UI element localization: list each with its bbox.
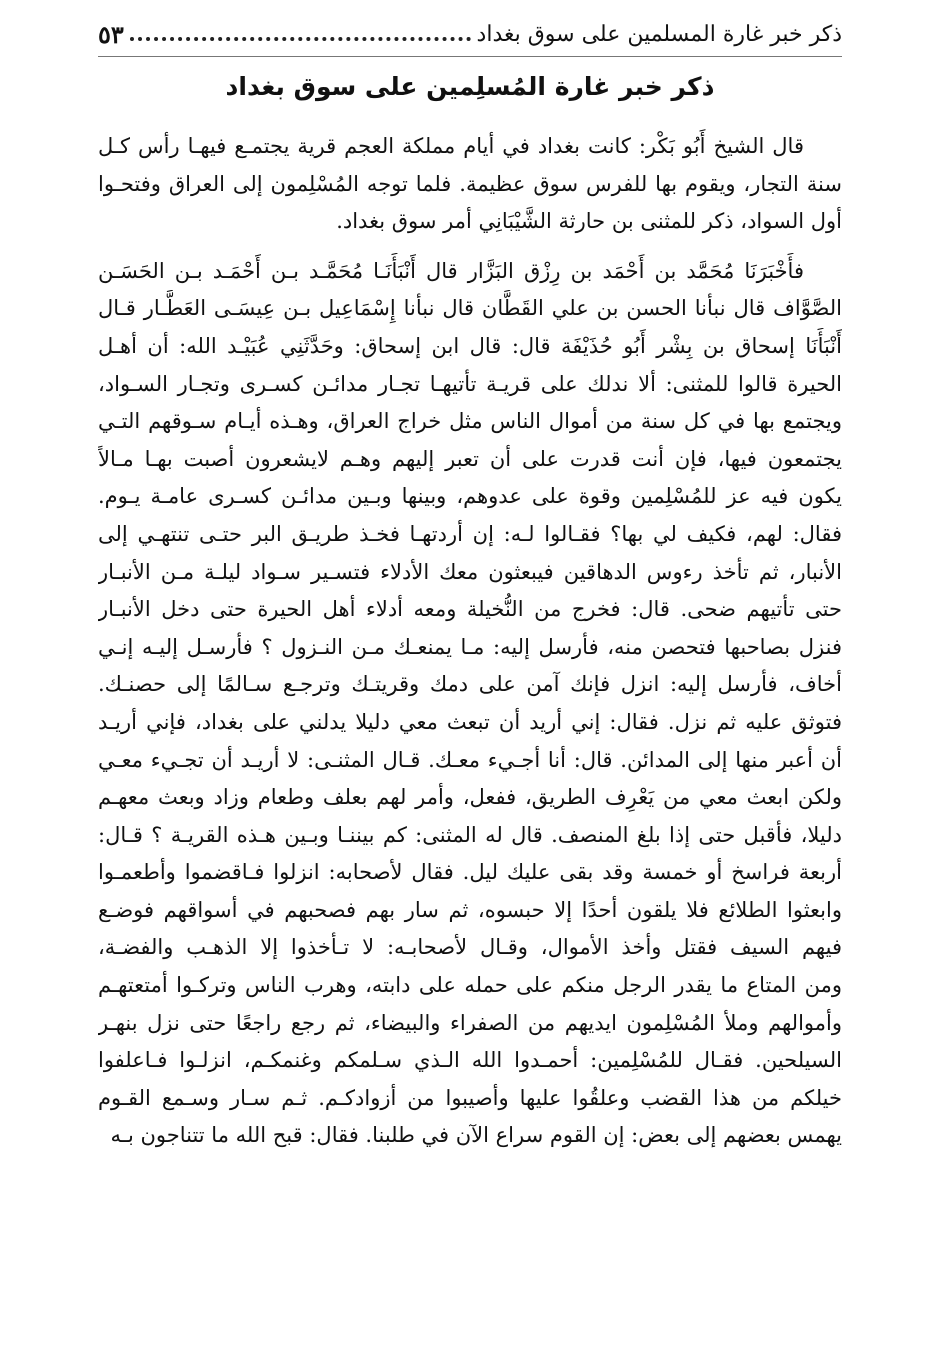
text-line: أَنْبَأَنَا إسحاق بن بِشْر أَبُو حُذَيْفَة قال: قال ابن إسحاق: وحَدَّثَنِي عُبَيْـد الله: أن أهـل	[98, 333, 842, 358]
text-line: دليلا، فأقبل حتى إذا بلغ المنصف. قال له المثنى: كم بيننـا وبـين هـذه القريـة ؟ قـال:	[98, 822, 842, 847]
text-line: أول السواد، ذكر للمثنى بن حارثة الشَّيْبَانِي أمر سوق بغداد.	[336, 209, 842, 234]
text-line: ومن المتاع ما يقدر الرجل منكم على حمله على دابته، وهرب الناس وتركـوا أمتعتهـم	[98, 973, 842, 998]
text-line: فنزل بصاحبها فتحصن منه، فأرسل إليه: مـا يمنعـك مـن النـزول ؟ فأرسـل إليـه إنـي	[98, 634, 842, 659]
text-line: سنة التجار، ويقوم بها للفرس سوق عظيمة. فلما توجه المُسْلِمون إلى العراق وفتحـوا	[98, 171, 842, 196]
text-line: يجتمعون فيها، فإن أنت قدرت على أن تعبر إليهم وهـم لايشعرون أصبت بهـا مـالاً	[98, 446, 842, 471]
running-head	[98, 18, 842, 52]
chapter-title: ذكر خبر غارة المُسلِمين على سوق بغداد	[225, 72, 715, 101]
body-text	[98, 128, 842, 1167]
header-rule	[98, 56, 842, 57]
running-head-title: ذكر خبر غارة المسلمين على سوق بغداد	[476, 22, 842, 47]
text-line: فيهم السيف فقتل وأخذ الأموال، وقـال لأصحابـه: لا تـأخذوا إلا الذهـب والفضـة،	[98, 935, 842, 960]
text-line: خيلكم من هذا القضب وعلقُوا عليها وأصيبوا من أزوادكـم. ثـم سـار وسـمع القـوم	[98, 1085, 842, 1110]
text-line: فتوثق عليه ثم نزل. فقال: إني أريد أن تبعث معي دليلا يدلني على بغداد، فإني أريـد	[98, 709, 842, 734]
paragraph	[98, 253, 842, 1155]
text-line: أخاف، فأرسل إليه: انزل فإنك آمن على دمك وقريتـك وترجـع سـالمًا إلى حصنـك.	[98, 672, 842, 697]
text-line: الحيرة قالوا للمثنى: ألا ندلك على قريـة تأتيهـا تجـار مدائـن كسـرى وتجـار السـواد،	[98, 371, 842, 396]
text-line: وابعثوا الطلائع فلا يلقون أحدًا إلا حبسوه، ثم سار بهم فصحبهم في أسواقهم فوضـع	[98, 897, 842, 922]
dot-leader	[130, 37, 471, 41]
text-line: وأموالهم وملأ المُسْلِمون ايديهم من الصفراء والبيضاء، ثم رجع راجعًا حتى نزل بنهـر	[98, 1010, 842, 1035]
text-line: حتى تأتيهم ضحى. قال: فخرج من النُّخيلة ومعه أدلاء أهل الحيرة حتى دخل الأنبـار	[98, 597, 842, 622]
text-line: فأَخْبَرَنَا مُحَمَّد بن أَحْمَد بن رِزْق البَزَّار قال أَنْبَأَنَـا مُحَمَّـد بـن أَحْمَـد بـن الحَسَـن	[98, 258, 804, 283]
text-line: السيلحين. فقـال للمُسْلِمين: أحمـدوا الله الـذي سـلمكم وغنمكـم، انزلـوا فـاعلفوا	[98, 1048, 842, 1073]
text-line: أربعة فراسخ أو خمسة وقد بقى عليك ليل. فقال لأصحابه: انزلوا فـاقضموا وأطعمـوا	[98, 860, 842, 885]
text-line: قال الشيخ أَبُو بَكْر: كانت بغداد في أيام مملكة العجم قرية يجتمـع فيهـا رأس كـل	[98, 134, 804, 158]
text-line: يهمس بعضهم إلى بعض: إن القوم سراع الآن في طلبنا. فقال: قبح الله ما تتناجون بـه	[110, 1123, 842, 1148]
text-line: الصَّوَّاف قال نبأنا الحسن بن علي القَطَّان قال نبأنا إِسْمَاعِيل بـن عِيسَـى العَطَّـار قـال	[98, 296, 842, 321]
text-line: ولكن ابعث معي من يَعْرِف الطريق، ففعل، وأمر لهم بعلف وطعام وزاد وبعث معهـم	[98, 785, 842, 810]
page-number: ٥٣	[98, 20, 124, 49]
text-line: يكون فيه عز للمُسْلِمين وقوة على عدوهم، وبينها وبـين مدائـن كسـرى عامـة يـوم.	[98, 484, 842, 509]
text-line: أن أعبر منها إلى المدائن. قال: أنا أجـيء معـك. قـال المثنـى: لا أريـد أن تجـيء معـي	[98, 747, 842, 772]
paragraph	[98, 128, 842, 241]
text-line: الأنبار، ثم تأخذ رءوس الدهاقين فيبعثون معك الأدلاء فتسـير سـواد ليلـة مـن الأنبـار	[98, 559, 842, 584]
text-line: ويجتمع بها في كل سنة من أموال الناس مثل خراج العراق، وهـذه أيـام سـوقهم التـي	[98, 409, 842, 434]
text-line: فقال: لهم، فكيف لي بها؟ فقـالوا لـه: إن أردتهـا فخـذ طريـق البر حتـى تنتهـي إلى	[98, 521, 842, 546]
